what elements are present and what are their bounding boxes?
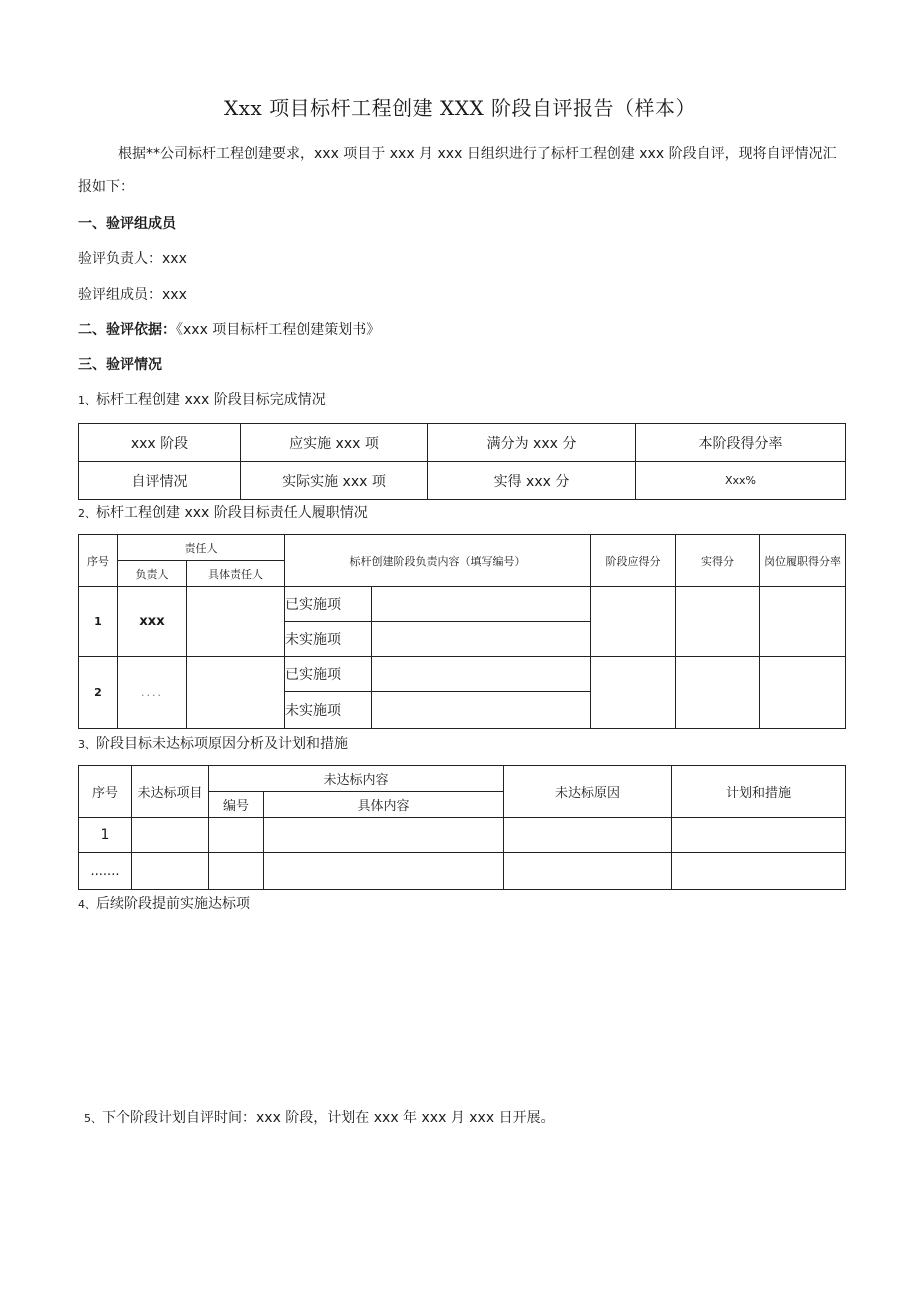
intro-paragraph: 根据**公司标杆工程创建要求，xxx 项目于 xxx 月 xxx 日组织进行了标杆工程创建 xxx 阶段自评，现将自评情况汇报如下： (78, 146, 837, 195)
done-label: 已实施项 (285, 587, 372, 622)
table-cell (672, 853, 846, 890)
table-row (79, 818, 846, 853)
table-cell (209, 818, 264, 853)
table-cell (591, 657, 676, 729)
table-row (79, 657, 846, 692)
sub3-text: 阶段目标未达标项原因分析及计划和措施 (96, 736, 348, 752)
unmet-items-table (78, 765, 846, 890)
table-cell (132, 818, 209, 853)
leader-line: 验评负责人：xxx (78, 251, 187, 267)
row-number: ....... (79, 853, 132, 890)
sub5-text: 下个阶段计划自评时间：xxx 阶段，计划在 xxx 年 xxx 月 xxx 日开展。 (102, 1110, 555, 1126)
table-row (79, 462, 846, 500)
header-specific: 具体责任人 (187, 561, 285, 587)
row-number: 2 (79, 657, 118, 729)
table-cell (372, 657, 591, 692)
sub5-heading (84, 1107, 555, 1127)
section2-line (78, 319, 380, 339)
table-cell (264, 853, 504, 890)
section2-text: 《xxx 项目标杆工程创建策划书》 (176, 322, 381, 338)
header-content: 未达标内容 (209, 766, 504, 792)
table-cell (760, 587, 846, 657)
table-cell (676, 587, 760, 657)
sub3-heading (78, 733, 348, 753)
sub4-heading (78, 893, 250, 913)
sub2-num: 2、 (78, 507, 96, 520)
done-label: 已实施项 (285, 657, 372, 692)
section1-heading: 一、验评组成员 (78, 216, 176, 232)
table-cell: 实得 xxx 分 (428, 462, 636, 500)
row-lead: .... (118, 657, 187, 729)
table-cell (504, 818, 672, 853)
table-cell (591, 587, 676, 657)
sub3-num: 3、 (78, 738, 96, 751)
table-cell (760, 657, 846, 729)
notdone-label: 未实施项 (285, 692, 372, 729)
header-due-score: 阶段应得分 (591, 535, 676, 587)
sub1-heading (78, 389, 326, 409)
responsibility-table (78, 534, 846, 729)
table-cell (372, 587, 591, 622)
header-seq: 序号 (79, 535, 118, 587)
table-cell: Xxx% (636, 462, 846, 500)
table-cell (676, 657, 760, 729)
row-lead: xxx (118, 587, 187, 657)
table-cell (372, 692, 591, 729)
table-cell: 自评情况 (79, 462, 241, 500)
table-cell (187, 657, 285, 729)
table-cell: xxx 阶段 (79, 424, 241, 462)
header-content: 标杆创建阶段负责内容（填写编号） (285, 535, 591, 587)
table-cell (372, 622, 591, 657)
page-title: Xxx 项目标杆工程创建 XXX 阶段自评报告（样本） (223, 96, 697, 120)
table-cell (132, 853, 209, 890)
sub4-num: 4、 (78, 898, 96, 911)
stage-target-table (78, 423, 846, 500)
table-cell: 本阶段得分率 (636, 424, 846, 462)
header-seq: 序号 (79, 766, 132, 818)
header-plan: 计划和措施 (672, 766, 846, 818)
row-number: 1 (79, 587, 118, 657)
header-detail: 具体内容 (264, 792, 504, 818)
table-cell (187, 587, 285, 657)
table-cell (672, 818, 846, 853)
sub2-text: 标杆工程创建 xxx 阶段目标责任人履职情况 (96, 505, 368, 521)
header-lead: 负责人 (118, 561, 187, 587)
sub1-text: 标杆工程创建 xxx 阶段目标完成情况 (96, 392, 326, 408)
table-cell (264, 818, 504, 853)
header-rate: 岗位履职得分率 (760, 535, 846, 587)
table-row (79, 424, 846, 462)
table-cell: 应实施 xxx 项 (241, 424, 428, 462)
sub1-num: 1、 (78, 394, 96, 407)
table-cell: 实际实施 xxx 项 (241, 462, 428, 500)
sub2-heading (78, 502, 368, 522)
table-cell (504, 853, 672, 890)
header-item: 未达标项目 (132, 766, 209, 818)
sub4-text: 后续阶段提前实施达标项 (96, 896, 250, 912)
table-row (79, 853, 846, 890)
header-actual-score: 实得分 (676, 535, 760, 587)
header-no: 编号 (209, 792, 264, 818)
table-cell (209, 853, 264, 890)
table-row (79, 587, 846, 622)
header-responsible: 责任人 (118, 535, 285, 561)
section3-heading: 三、验评情况 (78, 357, 162, 373)
members-line: 验评组成员：xxx (78, 287, 187, 303)
header-reason: 未达标原因 (504, 766, 672, 818)
row-number: 1 (79, 818, 132, 853)
notdone-label: 未实施项 (285, 622, 372, 657)
table-cell: 满分为 xxx 分 (428, 424, 636, 462)
sub5-num: 5、 (84, 1112, 102, 1125)
section2-heading: 二、验评依据： (78, 322, 176, 338)
